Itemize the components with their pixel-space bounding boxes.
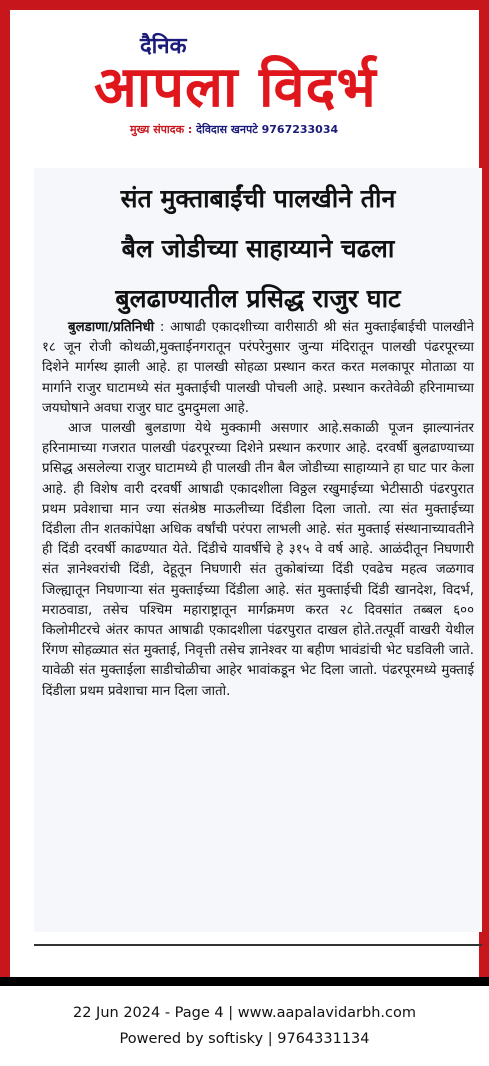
masthead bbox=[10, 10, 479, 150]
headline-line-2: बैल जोडीच्या साहाय्याने चढला bbox=[121, 234, 395, 263]
news-clipping bbox=[34, 168, 482, 932]
chief-editor-line bbox=[130, 122, 338, 137]
footer-top-divider bbox=[0, 977, 489, 986]
editor-label: मुख्य संपादक : bbox=[130, 123, 193, 136]
brand-daily-label: दैनिक bbox=[140, 34, 187, 59]
footer-powered-by: Powered by softisky | 9764331134 bbox=[119, 1031, 370, 1047]
article-dateline: बुलडाणा/प्रतिनिधी bbox=[68, 320, 155, 335]
left-red-border bbox=[0, 0, 10, 985]
clipping-bottom-divider bbox=[34, 944, 482, 946]
editor-name-phone: देविदास खनपटे 9767233034 bbox=[196, 123, 339, 136]
brand-logo-title: आपला विदर्भ bbox=[94, 55, 377, 120]
article-paragraph-1 bbox=[42, 318, 474, 419]
page-footer bbox=[0, 1000, 489, 1052]
footer-date-page-website: 22 Jun 2024 - Page 4 | www.aapalavidarbh.com bbox=[73, 1005, 416, 1021]
headline-line-3: बुलढाण्यातील प्रसिद्ध राजुर घाट bbox=[115, 284, 401, 313]
article-paragraph-2: आज पालखी बुलडाणा येथे मुक्कामी असणार आहे.सकाळी पूजन झाल्यानंतर हरिनामाच्या गजरात पालखी पंढरपूरच्या दिशेने प्रस्थान करणार आहे. दरवर्षी बुलढाण्याच्या प्रसिद्ध असलेल्या राजुर घाटामध्ये ही पालखी तीन बैल जोडीच्या साहाय्याने हा घाट पार केला आहे. ही विशेष वारी दरवर्षी आषाढी एकादशीला विठ्ठल रखुमाईच्या भेटीसाठी पंढरपुरात प्रथम प्रवेशाचा मान ज्या संतश्रेष्ठ माऊलीच्या दिंडीला दिला जातो. त्या संत मुक्ताईच्या दिंडीला तीन शतकांपेक्षा अधिक वर्षांची परंपरा लाभली आहे. संत मुक्ताई संस्थानाच्यावतीने ही दिंडी दरवर्षी काढण्यात येते. दिंडीचे यावर्षीचे हे ३१५ वे वर्ष आहे. आळंदीतून निघणारी संत ज्ञानेश्वरांची दिंडी, देहूतून निघणारी संत तुकोबांच्या दिंडी एवढेच महत्व जळगाव जिल्ह्यातून निघणाऱ्या संत मुक्ताईच्या दिंडीला आहे. संत मुक्ताईची दिंडी खानदेश, विदर्भ, मराठवाडा, तसेच पश्चिम महाराष्ट्रातून मार्गक्रमण करत २८ दिवसांत तब्बल ६०० किलोमीटरचे अंतर कापत आषाढी एकादशीला पंढरपुरात दाखल होते.तत्पूर्वी वाखरी येथील रिंगण सोहळ्यात संत मुक्ताई, निवृत्ती तसेच ज्ञानेश्वर या बहीण भावंडांची भेट घडविली जाते. यावेळी संत मुक्ताईला साडीचोळीचा आहेर भावांकडून भेट दिला जातो. पंढरपूरमध्ये मुक्ताई दिंडीला प्रथम प्रवेशाचा मान दिला जातो. bbox=[42, 421, 474, 699]
article-paragraph-1-text: : आषाढी एकादशीच्या वारीसाठी श्री संत मुक्ताईबाईची पालखीने १८ जून रोजी कोथळी,मुक्ताईनगरातून परंपरेनुसार जुन्या मंदिरातून पालखी पंढरपूरच्या दिशेने मार्गस्थ झाली आहे. हा पालखी सोहळा प्रस्थान करत करत मलकापूर मोताळा या मार्गाने राजुर घाटामध्ये संत मुक्ताईची पालखी पोचली आहे. प्रस्थान करतेवेळी हरिनामाच्या जयघोषाने अवघा राजुर घाट दुमदुमला आहे. bbox=[42, 320, 474, 416]
headline-line-1: संत मुक्ताबाईंची पालखीने तीन bbox=[120, 184, 396, 213]
top-red-border bbox=[0, 0, 489, 10]
article-headline bbox=[34, 174, 482, 324]
article-body bbox=[42, 318, 474, 702]
